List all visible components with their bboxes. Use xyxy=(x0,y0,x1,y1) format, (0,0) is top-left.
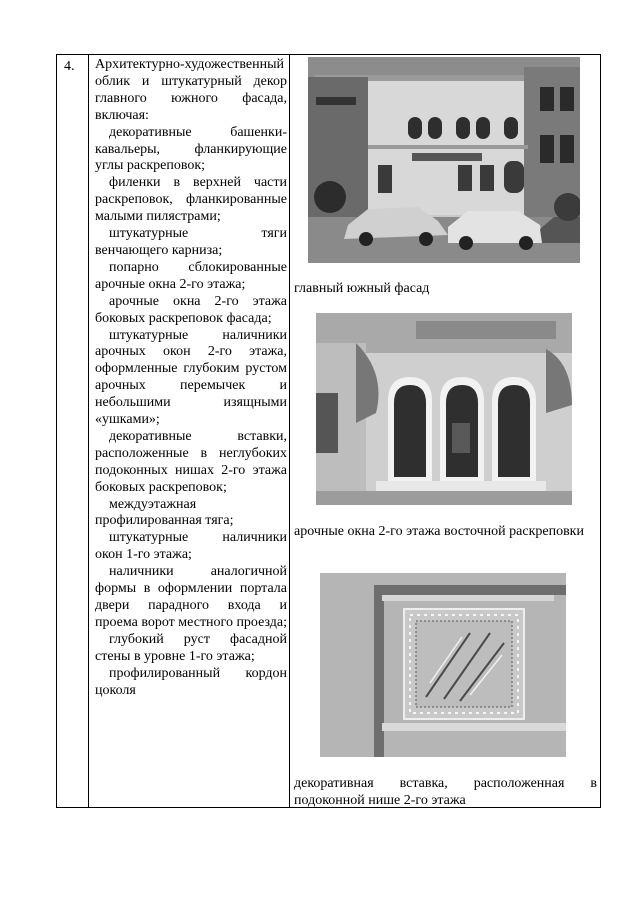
description-cell xyxy=(95,57,287,699)
arched-windows-caption: арочные окна 2-го этажа восточной раскреповки xyxy=(294,524,584,539)
decorative-insert-caption: декоративная вставка, расположенная в подоконной нише 2-го этажа xyxy=(294,776,597,808)
description-item: попарно сблокированные арочные окна 2-го этажа; xyxy=(95,259,287,292)
heritage-table xyxy=(56,54,601,808)
description-item: штукатурные наличники окон 1-го этажа; xyxy=(95,530,287,563)
arched-windows-photo xyxy=(316,313,572,505)
description-item: филенки в верхней части раскреповок, фланкированные малыми пилястрами; xyxy=(95,175,287,225)
decorative-insert-photo xyxy=(320,573,566,757)
description-item: профилированный кордон цоколя xyxy=(95,665,287,698)
column-divider xyxy=(88,55,89,807)
column-divider xyxy=(289,55,290,807)
description-item: междуэтажная профилированная тяга; xyxy=(95,496,234,529)
row-number: 4. xyxy=(64,59,75,74)
description-item: декоративные башенки-кавальеры, фланкирующие углы раскреповок; xyxy=(95,124,287,174)
facade-photo-caption: главный южный фасад xyxy=(294,281,430,296)
facade-photo xyxy=(308,57,580,263)
description-item: наличники аналогичной формы в оформлении портала двери парадного входа и проема ворот местного проезда; xyxy=(95,564,287,630)
description-item: декоративные вставки, расположенные в неглубоких подоконных нишах 2-го этажа боковых раскреповок; xyxy=(95,428,287,495)
description-item: штукатурные тяги венчающего карниза; xyxy=(95,226,287,258)
description-item: глубокий руст фасадной стены в уровне 1-го этажа; xyxy=(95,631,287,664)
description-intro: Архитектурно-художественный облик и штукатурный декор главного южного фасада, включая: xyxy=(95,57,287,123)
description-item: штукатурные наличники арочных окон 2-го этажа, оформленные глубоким рустом арочных перемычек и небольшими изящными «ушками»; xyxy=(95,327,287,428)
description-item: арочные окна 2-го этажа боковых раскреповок фасада; xyxy=(95,293,287,326)
